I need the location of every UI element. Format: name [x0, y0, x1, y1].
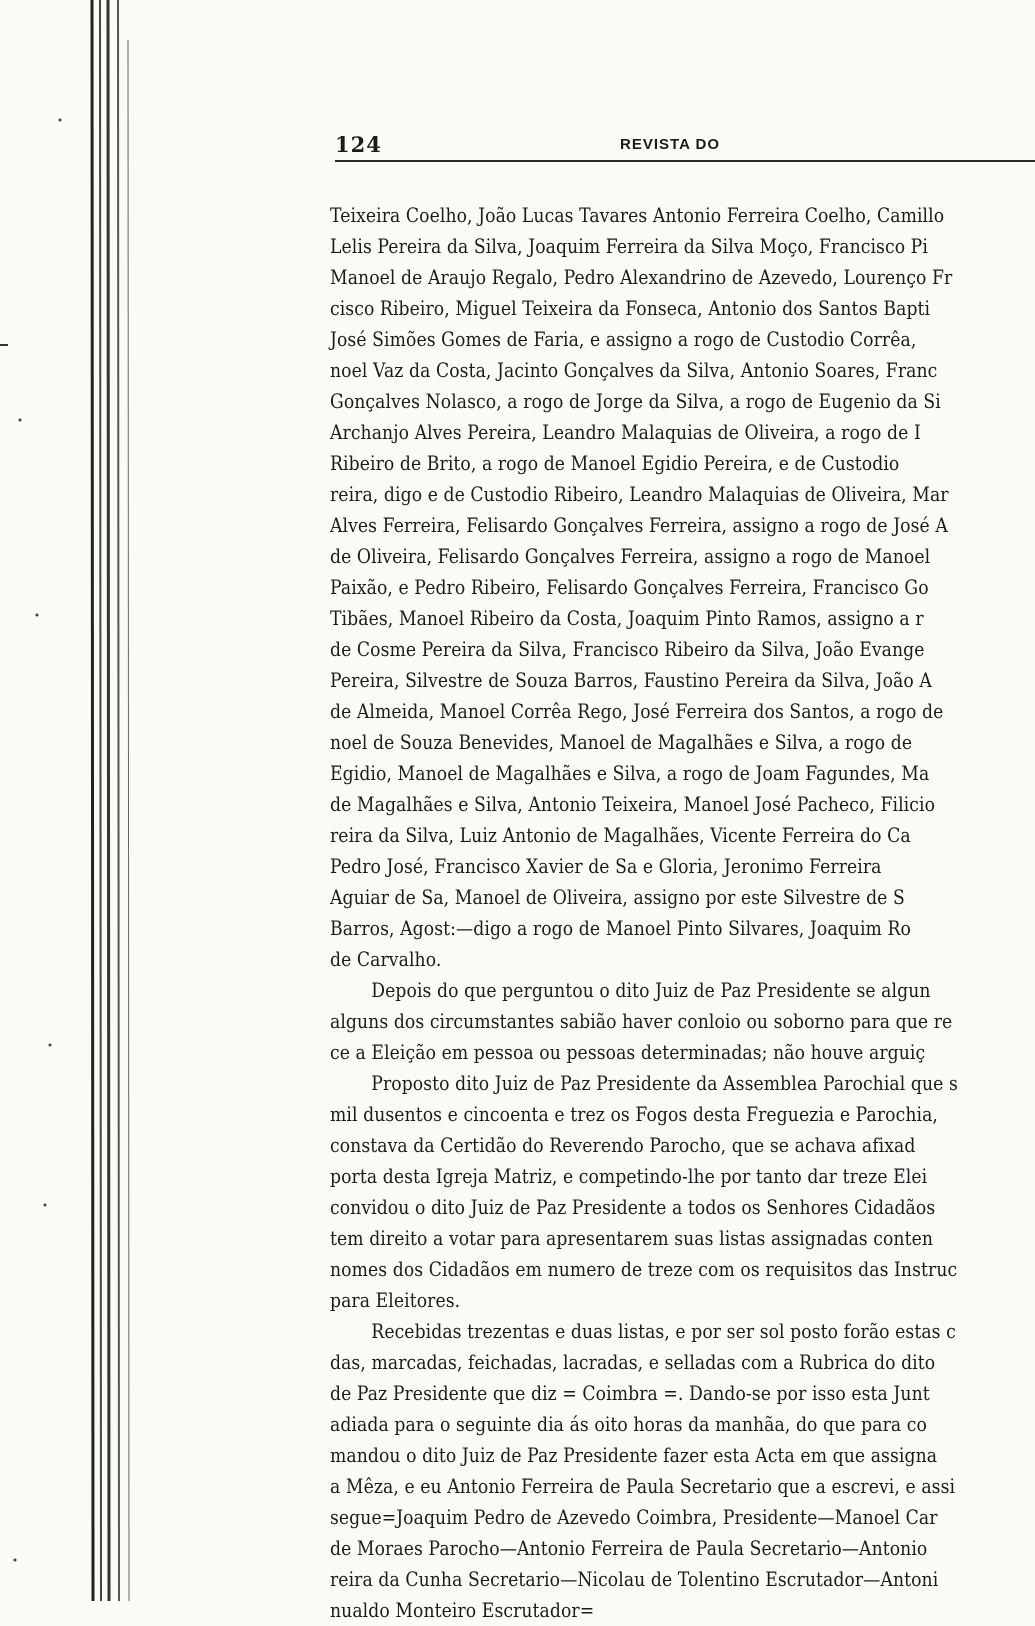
text-line: adiada para o seguinte dia ás oito horas da manhãa, do que para co	[330, 1412, 927, 1436]
text-line: Egidio, Manoel de Magalhães e Silva, a rogo de Joam Fagundes, Ma	[330, 761, 930, 785]
text-line: para Eleitores.	[330, 1288, 461, 1312]
text-line: Pedro José, Francisco Xavier de Sa e Gloria, Jeronimo Ferreira	[330, 854, 882, 878]
running-head: REVISTA DO	[620, 136, 721, 153]
page-number: 124	[335, 132, 382, 157]
text-line: cisco Ribeiro, Miguel Teixeira da Fonseca, Antonio dos Santos Bapti	[330, 296, 931, 320]
binding-edge-marks	[0, 0, 140, 1601]
text-line: porta desta Igreja Matriz, e competindo-lhe por tanto dar treze Elei	[330, 1164, 928, 1188]
text-line: Pereira, Silvestre de Souza Barros, Faustino Pereira da Silva, João A	[330, 668, 932, 692]
text-line: de Oliveira, Felisardo Gonçalves Ferreira, assigno a rogo de Manoel	[330, 544, 931, 568]
header-rule	[335, 160, 1035, 162]
text-line: mandou o dito Juiz de Paz Presidente fazer esta Acta em que assigna	[330, 1443, 938, 1467]
text-line: Alves Ferreira, Felisardo Gonçalves Ferreira, assigno a rogo de José A	[330, 513, 948, 537]
text-line: Ribeiro de Brito, a rogo de Manoel Egidio Pereira, e de Custodio	[330, 451, 900, 475]
text-line: constava da Certidão do Reverendo Parocho, que se achava afixad	[330, 1133, 916, 1157]
text-line: mil dusentos e cincoenta e trez os Fogos desta Freguezia e Parochia,	[330, 1102, 938, 1126]
text-line: Gonçalves Nolasco, a rogo de Jorge da Silva, a rogo de Eugenio da Si	[330, 389, 941, 413]
text-line: das, marcadas, feichadas, lacradas, e selladas com a Rubrica do dito	[330, 1350, 936, 1374]
paragraph-start-line: Proposto dito Juiz de Paz Presidente da Assemblea Parochial que s	[371, 1071, 958, 1095]
text-line: de Carvalho.	[330, 947, 442, 971]
text-line: Manoel de Araujo Regalo, Pedro Alexandrino de Azevedo, Lourenço Fr	[330, 265, 953, 289]
body-text	[330, 200, 990, 1622]
text-line: reira, digo e de Custodio Ribeiro, Leandro Malaquias de Oliveira, Mar	[330, 482, 949, 506]
text-line: de Magalhães e Silva, Antonio Teixeira, Manoel José Pacheco, Filicio	[330, 792, 936, 816]
text-line: de Almeida, Manoel Corrêa Rego, José Ferreira dos Santos, a rogo de	[330, 699, 944, 723]
text-line: noel Vaz da Costa, Jacinto Gonçalves da Silva, Antonio Soares, Franc	[330, 358, 938, 382]
text-line: Archanjo Alves Pereira, Leandro Malaquias de Oliveira, a rogo de I	[330, 420, 921, 444]
text-line: reira da Silva, Luiz Antonio de Magalhães, Vicente Ferreira do Ca	[330, 823, 911, 847]
text-line: tem direito a votar para apresentarem suas listas assignadas conten	[330, 1226, 934, 1250]
text-line: ce a Eleição em pessoa ou pessoas determinadas; não houve arguiç	[330, 1040, 926, 1064]
text-line: a Mêza, e eu Antonio Ferreira de Paula Secretario que a escrevi, e assi	[330, 1474, 956, 1498]
text-line: reira da Cunha Secretario—Nicolau de Tolentino Escrutador—Antoni	[330, 1567, 939, 1591]
text-line: nualdo Monteiro Escrutador=	[330, 1598, 595, 1622]
binding-gutter	[0, 0, 140, 1601]
text-line: de Moraes Parocho—Antonio Ferreira de Paula Secretario—Antonio	[330, 1536, 928, 1560]
text-line: Aguiar de Sa, Manoel de Oliveira, assigno por este Silvestre de S	[330, 885, 905, 909]
text-line: convidou o dito Juiz de Paz Presidente a todos os Senhores Cidadãos	[330, 1195, 936, 1219]
text-line: Teixeira Coelho, João Lucas Tavares Antonio Ferreira Coelho, Camillo	[330, 203, 945, 227]
paragraph-start-line: Depois do que perguntou o dito Juiz de Paz Presidente se algun	[371, 978, 931, 1002]
text-line: Barros, Agost:—digo a rogo de Manoel Pinto Silvares, Joaquim Ro	[330, 916, 911, 940]
text-line: nomes dos Cidadãos em numero de treze com os requisitos das Instruc	[330, 1257, 958, 1281]
text-line: Paixão, e Pedro Ribeiro, Felisardo Gonçalves Ferreira, Francisco Go	[330, 575, 929, 599]
text-line: de Cosme Pereira da Silva, Francisco Ribeiro da Silva, João Evange	[330, 637, 925, 661]
text-line: noel de Souza Benevides, Manoel de Magalhães e Silva, a rogo de	[330, 730, 913, 754]
text-line: Tibães, Manoel Ribeiro da Costa, Joaquim Pinto Ramos, assigno a r	[330, 606, 924, 630]
text-line: de Paz Presidente que diz = Coimbra =. Dando-se por isso esta Junt	[330, 1381, 930, 1405]
text-line: segue=Joaquim Pedro de Azevedo Coimbra, Presidente—Manoel Car	[330, 1505, 938, 1529]
text-line: Lelis Pereira da Silva, Joaquim Ferreira da Silva Moço, Francisco Pi	[330, 234, 928, 258]
text-line: José Simões Gomes de Faria, e assigno a rogo de Custodio Corrêa,	[330, 327, 917, 351]
page-header	[335, 130, 1035, 170]
paragraph-start-line: Recebidas trezentas e duas listas, e por ser sol posto forão estas c	[371, 1319, 956, 1343]
text-line: alguns dos circumstantes sabião haver conloio ou soborno para que re	[330, 1009, 953, 1033]
